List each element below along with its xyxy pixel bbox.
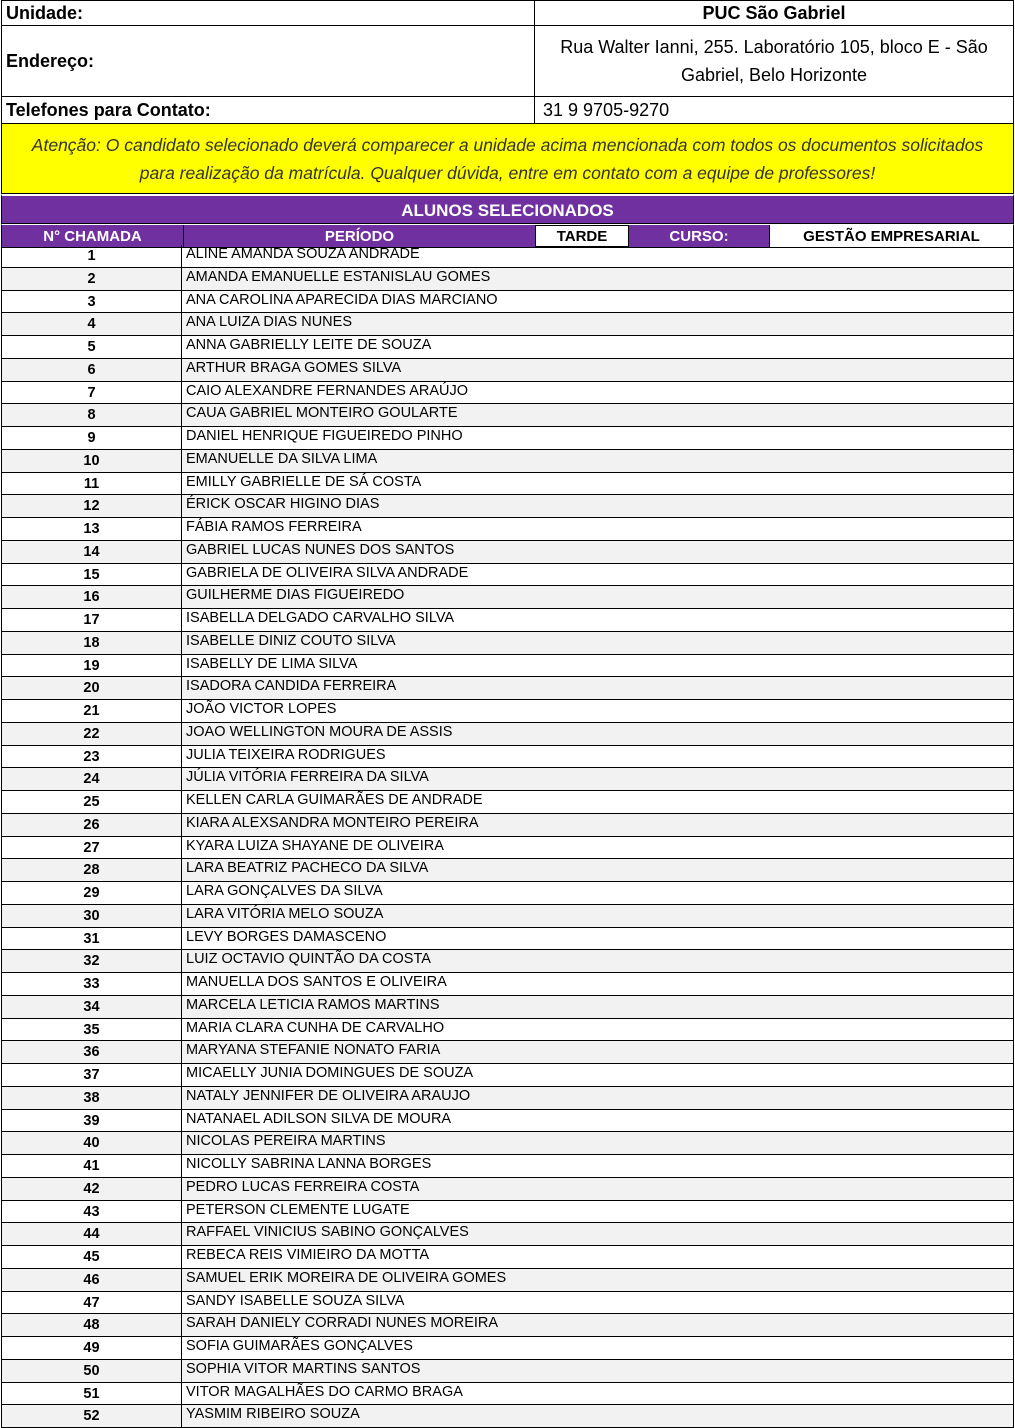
student-row <box>1 1041 1014 1064</box>
student-name: MICAELLY JUNIA DOMINGUES DE SOUZA <box>182 1064 1014 1086</box>
student-name: AMANDA EMANUELLE ESTANISLAU GOMES <box>182 268 1014 290</box>
student-number: 7 <box>1 382 182 404</box>
student-name: GUILHERME DIAS FIGUEIREDO <box>182 586 1014 608</box>
periodo-header: PERÍODO <box>184 225 535 247</box>
student-number: 1 <box>1 245 182 267</box>
student-number: 29 <box>1 882 182 904</box>
document-sheet <box>1 0 1014 1425</box>
student-row <box>1 700 1014 723</box>
student-number: 33 <box>1 973 182 995</box>
student-number: 44 <box>1 1223 182 1245</box>
student-row <box>1 1223 1014 1246</box>
student-number: 23 <box>1 746 182 768</box>
student-number: 45 <box>1 1246 182 1268</box>
student-name: EMANUELLE DA SILVA LIMA <box>182 450 1014 472</box>
unidade-label: Unidade: <box>2 1 535 26</box>
telefones-value: 31 9 9705-9270 <box>535 97 1014 124</box>
student-name: RAFFAEL VINICIUS SABINO GONÇALVES <box>182 1223 1014 1245</box>
student-row <box>1 291 1014 314</box>
student-name: ISABELLA DELGADO CARVALHO SILVA <box>182 609 1014 631</box>
student-number: 27 <box>1 837 182 859</box>
student-number: 17 <box>1 609 182 631</box>
student-name: MANUELLA DOS SANTOS E OLIVEIRA <box>182 973 1014 995</box>
student-name: LUIZ OCTAVIO QUINTÃO DA COSTA <box>182 950 1014 972</box>
student-name: JOÃO VICTOR LOPES <box>182 700 1014 722</box>
chamada-header: N° CHAMADA <box>2 225 184 247</box>
student-row <box>1 1019 1014 1042</box>
student-name: CAUA GABRIEL MONTEIRO GOULARTE <box>182 404 1014 426</box>
student-number: 19 <box>1 655 182 677</box>
student-row <box>1 359 1014 382</box>
student-row <box>1 746 1014 769</box>
student-name: NATALY JENNIFER DE OLIVEIRA ARAUJO <box>182 1087 1014 1109</box>
student-number: 4 <box>1 313 182 335</box>
student-row <box>1 791 1014 814</box>
student-name: EMILLY GABRIELLE DE SÁ COSTA <box>182 473 1014 495</box>
student-name: JOAO WELLINGTON MOURA DE ASSIS <box>182 723 1014 745</box>
student-name: CAIO ALEXANDRE FERNANDES ARAÚJO <box>182 382 1014 404</box>
student-number: 9 <box>1 427 182 449</box>
student-name: LARA VITÓRIA MELO SOUZA <box>182 905 1014 927</box>
selected-students-banner: ALUNOS SELECIONADOS <box>1 194 1014 224</box>
student-name: KIARA ALEXSANDRA MONTEIRO PEREIRA <box>182 814 1014 836</box>
student-row <box>1 859 1014 882</box>
student-row <box>1 245 1014 268</box>
student-name: FÁBIA RAMOS FERREIRA <box>182 518 1014 540</box>
student-row <box>1 905 1014 928</box>
student-name: GABRIEL LUCAS NUNES DOS SANTOS <box>182 541 1014 563</box>
student-number: 18 <box>1 632 182 654</box>
student-number: 34 <box>1 996 182 1018</box>
student-row <box>1 655 1014 678</box>
unit-info-table <box>1 0 1014 124</box>
unidade-value: PUC São Gabriel <box>535 1 1014 26</box>
student-row <box>1 313 1014 336</box>
student-row <box>1 632 1014 655</box>
student-row <box>1 1155 1014 1178</box>
student-name: ISABELLY DE LIMA SILVA <box>182 655 1014 677</box>
student-name: KYARA LUIZA SHAYANE DE OLIVEIRA <box>182 837 1014 859</box>
student-row <box>1 586 1014 609</box>
student-number: 22 <box>1 723 182 745</box>
student-row <box>1 1337 1014 1360</box>
student-number: 3 <box>1 291 182 313</box>
endereco-row <box>2 26 1014 97</box>
student-row <box>1 1110 1014 1133</box>
student-row <box>1 768 1014 791</box>
student-number: 50 <box>1 1360 182 1382</box>
student-number: 31 <box>1 928 182 950</box>
student-row <box>1 382 1014 405</box>
student-name: MARIA CLARA CUNHA DE CARVALHO <box>182 1019 1014 1041</box>
student-number: 46 <box>1 1269 182 1291</box>
student-number: 8 <box>1 404 182 426</box>
student-row <box>1 609 1014 632</box>
student-row <box>1 973 1014 996</box>
telefones-row <box>2 97 1014 124</box>
student-number: 41 <box>1 1155 182 1177</box>
student-number: 48 <box>1 1314 182 1336</box>
student-name: ARTHUR BRAGA GOMES SILVA <box>182 359 1014 381</box>
student-name: ISADORA CANDIDA FERREIRA <box>182 677 1014 699</box>
student-number: 13 <box>1 518 182 540</box>
endereco-label: Endereço: <box>2 26 535 97</box>
student-number: 12 <box>1 495 182 517</box>
student-number: 36 <box>1 1041 182 1063</box>
student-row <box>1 837 1014 860</box>
student-number: 38 <box>1 1087 182 1109</box>
student-name: ALINE AMANDA SOUZA ANDRADE <box>182 245 1014 267</box>
student-number: 51 <box>1 1383 182 1405</box>
student-name: DANIEL HENRIQUE FIGUEIREDO PINHO <box>182 427 1014 449</box>
student-name: ANNA GABRIELLY LEITE DE SOUZA <box>182 336 1014 358</box>
unidade-row <box>2 1 1014 26</box>
student-row <box>1 268 1014 291</box>
student-number: 6 <box>1 359 182 381</box>
student-number: 24 <box>1 768 182 790</box>
student-name: ÉRICK OSCAR HIGINO DIAS <box>182 495 1014 517</box>
student-row <box>1 1269 1014 1292</box>
student-number: 16 <box>1 586 182 608</box>
student-name: JÚLIA VITÓRIA FERREIRA DA SILVA <box>182 768 1014 790</box>
student-number: 28 <box>1 859 182 881</box>
student-number: 49 <box>1 1337 182 1359</box>
student-name: SAMUEL ERIK MOREIRA DE OLIVEIRA GOMES <box>182 1269 1014 1291</box>
student-name: LEVY BORGES DAMASCENO <box>182 928 1014 950</box>
student-name: NICOLLY SABRINA LANNA BORGES <box>182 1155 1014 1177</box>
student-name: LARA BEATRIZ PACHECO DA SILVA <box>182 859 1014 881</box>
student-row <box>1 882 1014 905</box>
student-number: 42 <box>1 1178 182 1200</box>
student-number: 14 <box>1 541 182 563</box>
student-row <box>1 404 1014 427</box>
student-number: 47 <box>1 1292 182 1314</box>
student-name: SOFIA GUIMARÃES GONÇALVES <box>182 1337 1014 1359</box>
student-number: 2 <box>1 268 182 290</box>
student-number: 25 <box>1 791 182 813</box>
student-number: 52 <box>1 1405 182 1427</box>
student-number: 43 <box>1 1201 182 1223</box>
student-name: NATANAEL ADILSON SILVA DE MOURA <box>182 1110 1014 1132</box>
student-number: 37 <box>1 1064 182 1086</box>
student-row <box>1 473 1014 496</box>
student-name: PEDRO LUCAS FERREIRA COSTA <box>182 1178 1014 1200</box>
student-number: 15 <box>1 564 182 586</box>
student-name: MARCELA LETICIA RAMOS MARTINS <box>182 996 1014 1018</box>
student-row <box>1 1132 1014 1155</box>
student-number: 26 <box>1 814 182 836</box>
student-name: MARYANA STEFANIE NONATO FARIA <box>182 1041 1014 1063</box>
student-row <box>1 1201 1014 1224</box>
student-row <box>1 1064 1014 1087</box>
student-number: 5 <box>1 336 182 358</box>
telefones-label: Telefones para Contato: <box>2 97 535 124</box>
student-name: ANA LUIZA DIAS NUNES <box>182 313 1014 335</box>
student-name: PETERSON CLEMENTE LUGATE <box>182 1201 1014 1223</box>
student-name: SOPHIA VITOR MARTINS SANTOS <box>182 1360 1014 1382</box>
student-number: 21 <box>1 700 182 722</box>
student-number: 11 <box>1 473 182 495</box>
student-row <box>1 1405 1014 1428</box>
student-row <box>1 450 1014 473</box>
student-number: 39 <box>1 1110 182 1132</box>
student-row <box>1 541 1014 564</box>
student-number: 40 <box>1 1132 182 1154</box>
student-row <box>1 1314 1014 1337</box>
student-row <box>1 495 1014 518</box>
periodo-value: TARDE <box>535 225 629 247</box>
student-number: 10 <box>1 450 182 472</box>
student-row <box>1 1246 1014 1269</box>
student-row <box>1 427 1014 450</box>
student-row <box>1 677 1014 700</box>
student-name: YASMIM RIBEIRO SOUZA <box>182 1405 1014 1427</box>
student-row <box>1 336 1014 359</box>
student-name: LARA GONÇALVES DA SILVA <box>182 882 1014 904</box>
student-number: 20 <box>1 677 182 699</box>
student-row <box>1 723 1014 746</box>
student-number: 30 <box>1 905 182 927</box>
student-row <box>1 1292 1014 1315</box>
students-list <box>1 245 1014 1428</box>
student-name: KELLEN CARLA GUIMARÃES DE ANDRADE <box>182 791 1014 813</box>
student-name: SARAH DANIELY CORRADI NUNES MOREIRA <box>182 1314 1014 1336</box>
curso-value: GESTÃO EMPRESARIAL <box>769 225 1013 247</box>
endereco-value: Rua Walter Ianni, 255. Laboratório 105, bloco E - São Gabriel, Belo Horizonte <box>535 26 1014 97</box>
student-row <box>1 950 1014 973</box>
student-row <box>1 1383 1014 1406</box>
student-name: ANA CAROLINA APARECIDA DIAS MARCIANO <box>182 291 1014 313</box>
student-row <box>1 518 1014 541</box>
curso-header: CURSO: <box>629 225 769 247</box>
student-row <box>1 1087 1014 1110</box>
student-row <box>1 814 1014 837</box>
student-name: JULIA TEIXEIRA RODRIGUES <box>182 746 1014 768</box>
student-name: REBECA REIS VIMIEIRO DA MOTTA <box>182 1246 1014 1268</box>
student-row <box>1 564 1014 587</box>
student-name: VITOR MAGALHÃES DO CARMO BRAGA <box>182 1383 1014 1405</box>
student-name: ISABELLE DINIZ COUTO SILVA <box>182 632 1014 654</box>
student-number: 32 <box>1 950 182 972</box>
student-name: SANDY ISABELLE SOUZA SILVA <box>182 1292 1014 1314</box>
student-name: GABRIELA DE OLIVEIRA SILVA ANDRADE <box>182 564 1014 586</box>
attention-notice: Atenção: O candidato selecionado deverá comparecer a unidade acima mencionada com todos os documentos solicitados para realização da matrícula. Qualquer dúvida, entre em contato com a equipe de professores! <box>1 124 1014 194</box>
student-number: 35 <box>1 1019 182 1041</box>
student-row <box>1 1178 1014 1201</box>
student-row <box>1 928 1014 951</box>
student-name: NICOLAS PEREIRA MARTINS <box>182 1132 1014 1154</box>
student-row <box>1 1360 1014 1383</box>
student-row <box>1 996 1014 1019</box>
